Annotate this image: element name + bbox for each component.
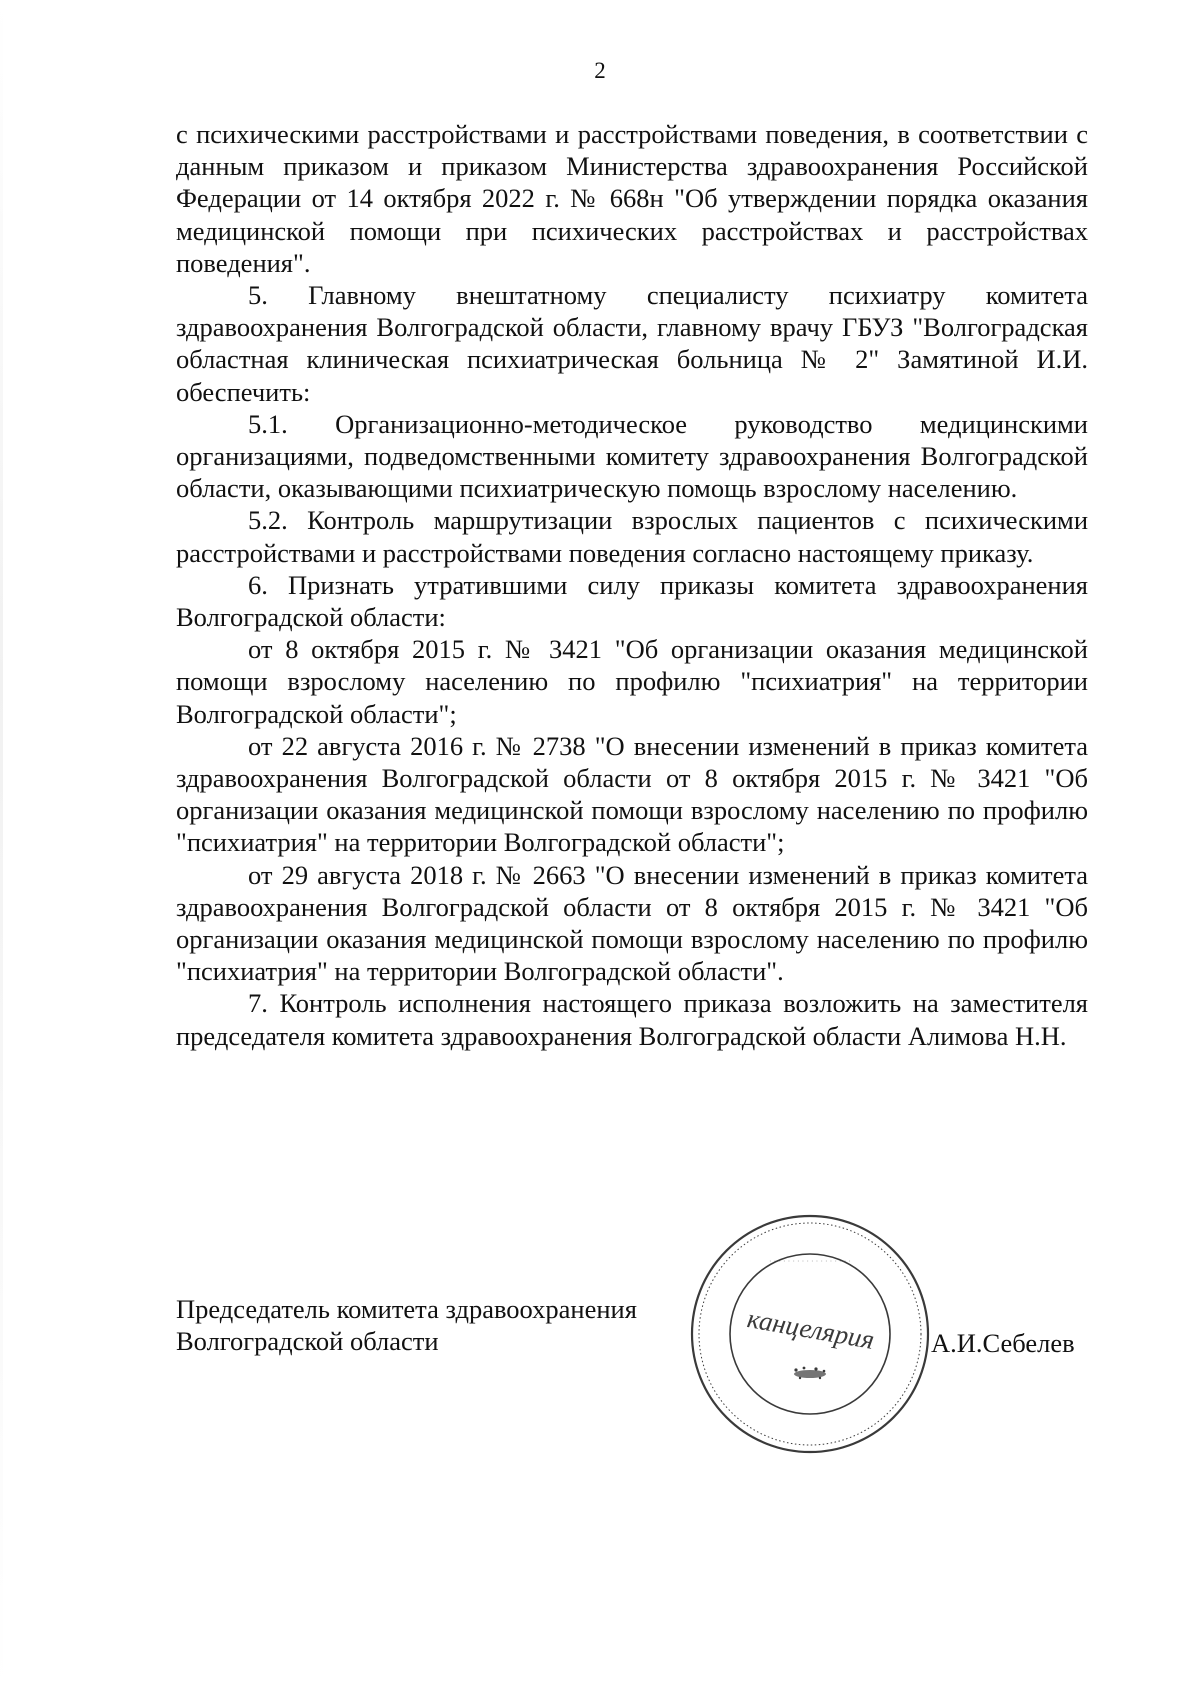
stamp-center-text: канцелярия: [745, 1303, 877, 1355]
signature-position-line1: Председатель комитета здравоохранения: [176, 1294, 637, 1324]
paragraph-item-5: 5. Главному внештатному специалисту психиатру комитета здравоохранения Волгоградской области, главному врачу ГБУЗ "Волгоградская областная клиническая психиатрическая больница № 2" Замятиной И.И. обеспечить:: [176, 280, 1088, 407]
page-number: 2: [594, 58, 606, 83]
stamp-ring-text: · · · · · · · · · · · · · · · · · ·: [769, 1257, 851, 1266]
paragraph-item-7: 7. Контроль исполнения настоящего приказа возложить на заместителя председателя комитета здравоохранения Волгоградской области Алимова Н.Н.: [176, 988, 1088, 1051]
paragraph-item-6: 6. Признать утратившими силу приказы комитета здравоохранения Волгоградской области:: [176, 569, 1088, 633]
stamp-emblem: [794, 1367, 826, 1380]
paragraph-revoked-order-2015: от 8 октября 2015 г. № 3421 "Об организации оказания медицинской помощи взрослому населению по профилю "психиатрия" на территории Волгоградской области";: [176, 634, 1088, 729]
paragraph-item-5-1: 5.1. Организационно-методическое руководство медицинскими организациями, подведомственными комитету здравоохранения Волгоградской области, оказывающими психиатрическую помощь взрослому населению.: [176, 408, 1088, 504]
office-stamp: [688, 1212, 932, 1456]
signature-position: [176, 1293, 637, 1357]
paragraph-revoked-order-2018: от 29 августа 2018 г. № 2663 "О внесении изменений в приказ комитета здравоохранения Волгоградской области от 8 октября 2015 г. № 3421 "Об организации оказания медицинской помощи взрослому населению по профилю "психиатрия" на территории Волгоградской области".: [176, 859, 1088, 987]
scan-edge: [0, 0, 3, 1696]
paragraph-item-5-2: 5.2. Контроль маршрутизации взрослых пациентов с психическими расстройствами и расстройствами поведения согласно настоящему приказу.: [176, 505, 1088, 568]
paragraph-continuation: с психическими расстройствами и расстройствами поведения, в соответствии с данным приказом и приказом Министерства здравоохранения Российской Федерации от 14 октября 2022 г. № 668н "Об утверждении порядка оказания медицинской помощи при психических расстройствах и расстройствах поведения".: [176, 119, 1088, 278]
document-body: [176, 118, 1088, 1052]
signature-position-line2: Волгоградской области: [176, 1326, 439, 1356]
signer-name: А.И.Себелев: [931, 1328, 1075, 1358]
paragraph-revoked-order-2016: от 22 августа 2016 г. № 2738 "О внесении изменений в приказ комитета здравоохранения Волгоградской области от 8 октября 2015 г. № 3421 "Об организации оказания медицинской помощи взрослому населению по профилю "психиатрия" на территории Волгоградской области";: [176, 730, 1088, 858]
